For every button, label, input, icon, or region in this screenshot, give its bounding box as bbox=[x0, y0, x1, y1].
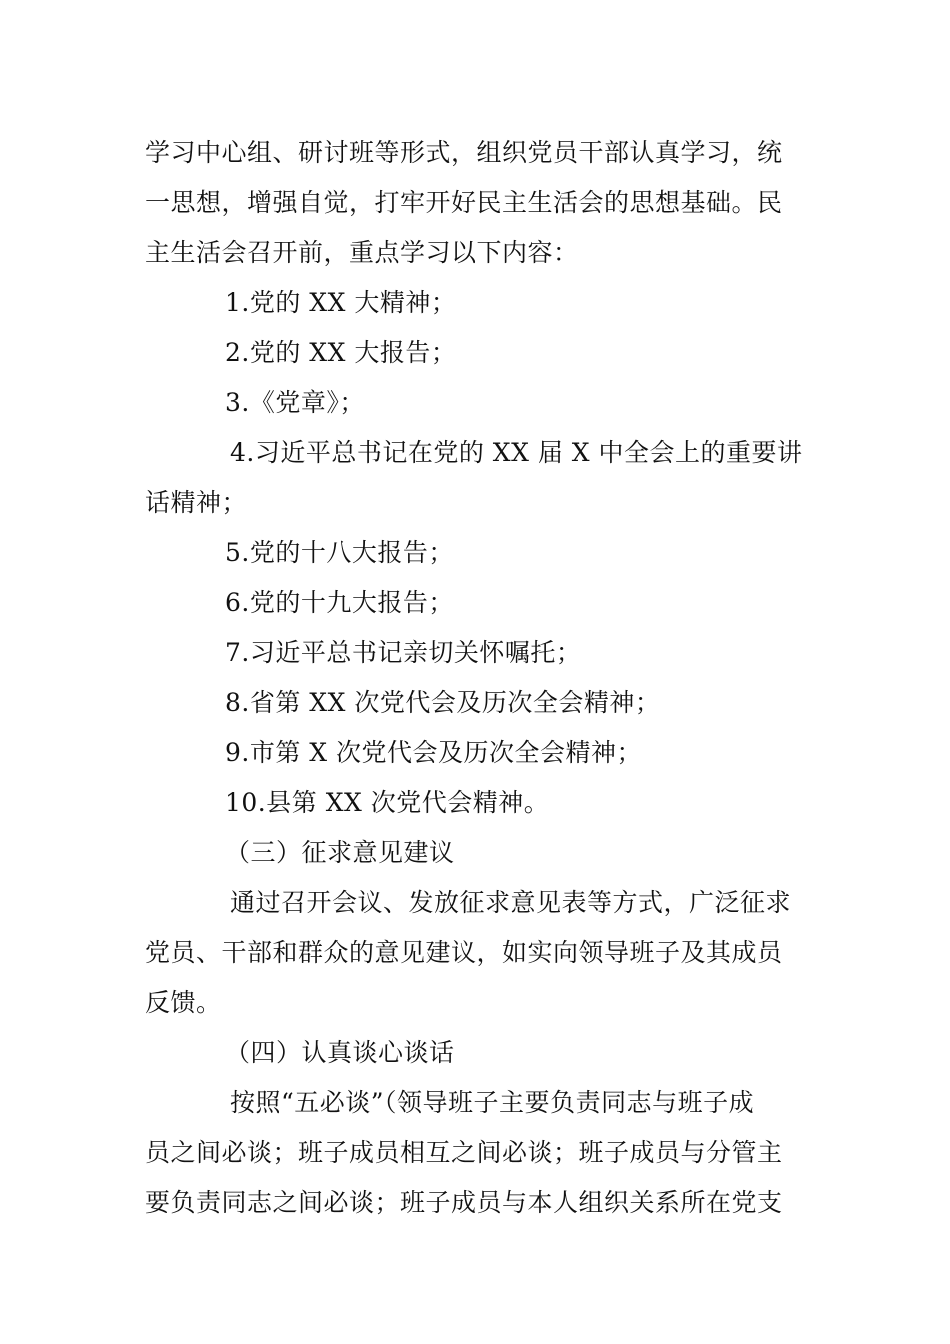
list-item-5: 5.党的十八大报告； bbox=[225, 538, 454, 567]
section-3-line-3: 反馈。 bbox=[145, 988, 222, 1017]
section-4-heading: （四）认真谈心谈话 bbox=[225, 1038, 455, 1067]
list-item-9: 9.市第 X 次党代会及历次全会精神； bbox=[225, 738, 643, 767]
section-4-line-3: 要负责同志之间必谈；班子成员与本人组织关系所在党支 bbox=[145, 1188, 783, 1217]
section-3-line-2: 党员、干部和群众的意见建议，如实向领导班子及其成员 bbox=[145, 938, 783, 967]
section-3-heading: （三）征求意见建议 bbox=[225, 838, 455, 867]
section-3-line-1: 通过召开会议、发放征求意见表等方式，广泛征求 bbox=[230, 888, 792, 917]
list-item-2: 2.党的 XX 大报告； bbox=[225, 338, 457, 367]
list-item-6: 6.党的十九大报告； bbox=[225, 588, 454, 617]
intro-line-1: 学习中心组、研讨班等形式，组织党员干部认真学习，统 bbox=[145, 138, 783, 167]
list-item-4: 4.习近平总书记在党的 XX 届 X 中全会上的重要讲 bbox=[230, 438, 803, 467]
section-4-line-2: 员之间必谈；班子成员相互之间必谈；班子成员与分管主 bbox=[145, 1138, 783, 1167]
list-item-7: 7.习近平总书记亲切关怀嘱托； bbox=[225, 638, 582, 667]
intro-line-3: 主生活会召开前，重点学习以下内容： bbox=[145, 238, 579, 267]
intro-line-2: 一思想，增强自觉，打牢开好民主生活会的思想基础。民 bbox=[145, 188, 783, 217]
list-item-1: 1.党的 XX 大精神； bbox=[225, 288, 457, 317]
section-4-line-1: 按照“五必谈”（领导班子主要负责同志与班子成 bbox=[230, 1088, 755, 1117]
list-item-3: 3.《党章》； bbox=[225, 388, 365, 417]
list-item-4-continued: 话精神； bbox=[145, 488, 248, 517]
list-item-10: 10.县第 XX 次党代会精神。 bbox=[225, 788, 550, 817]
list-item-8: 8.省第 XX 次党代会及历次全会精神； bbox=[225, 688, 661, 717]
